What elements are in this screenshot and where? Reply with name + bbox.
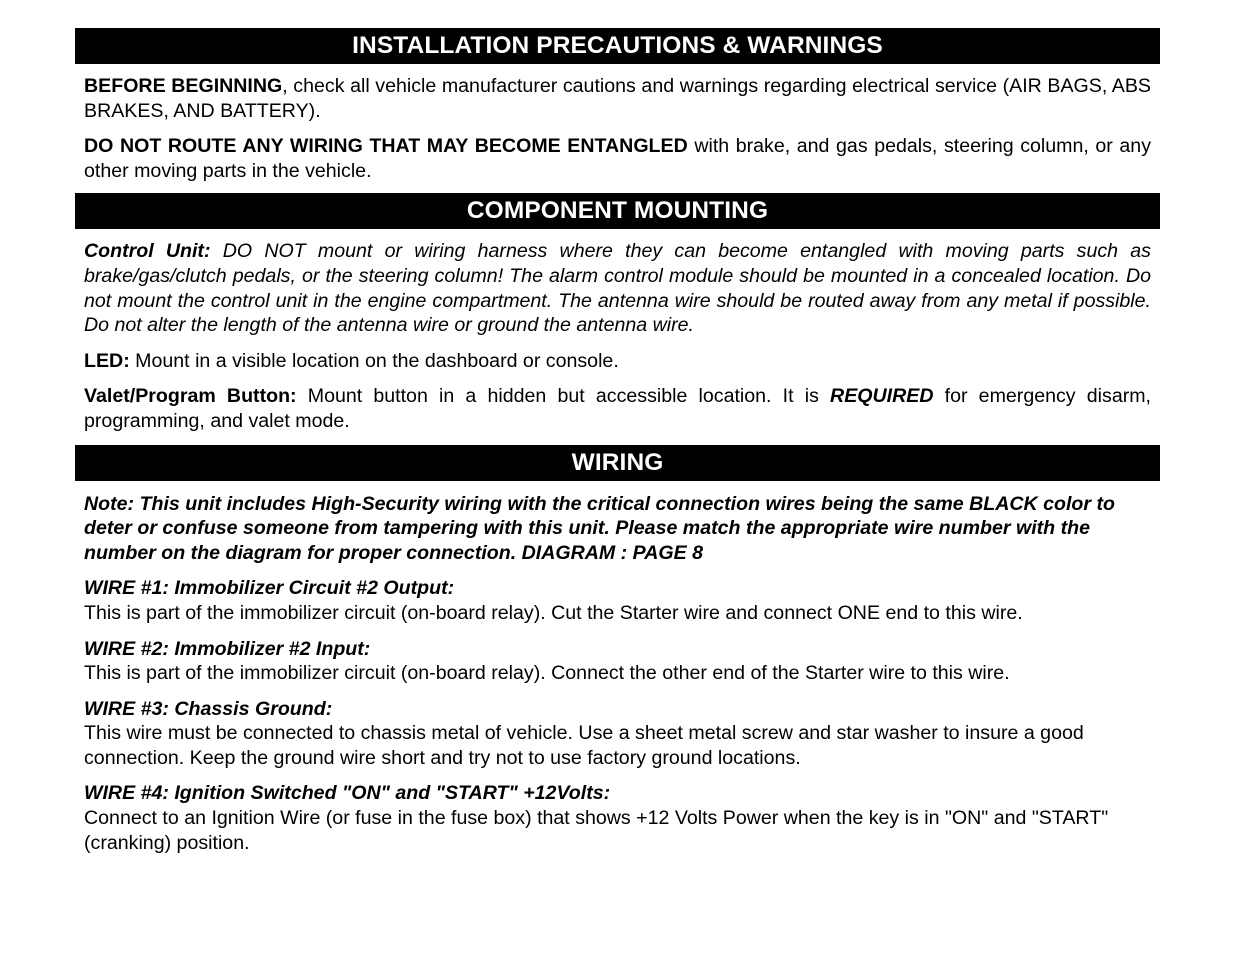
led-paragraph [84,349,1151,374]
valet-required-emphasis: REQUIRED [830,385,934,408]
wire-2-heading: WIRE #2: Immobilizer #2 Input: [84,637,371,660]
wiring-note: Note: This unit includes High-Security wiring with the critical connection wires being the same BLACK color to deter or confuse someone from tampering with this unit. Please match the appropriate wire number with the number on the diagram for proper connection. DIAGRAM : PAGE 8 [84,492,1115,564]
wire-4-heading: WIRE #4: Ignition Switched "ON" and "START" +12Volts: [84,782,611,805]
wire-1-heading: WIRE #1: Immobilizer Circuit #2 Output: [84,577,455,600]
control-unit-label: Control Unit: [84,240,211,263]
routing-warning-paragraph [84,134,1151,183]
before-beginning-paragraph [84,74,1151,123]
valet-button-label: Valet/Program Button: [84,385,297,408]
wire-4-description: Connect to an Ignition Wire (or fuse in the fuse box) that shows +12 Volts Power when the key is in "ON" and "START" (cranking) position. [84,807,1109,854]
wire-1-description: This is part of the immobilizer circuit (on-board relay). Cut the Starter wire and connect ONE end to this wire. [84,601,1023,624]
mounting-heading: COMPONENT MOUNTING [75,193,1160,229]
led-text: Mount in a visible location on the dashboard or console. [129,349,619,372]
installation-section [75,64,1160,183]
wire-1-block [84,576,1151,625]
installation-heading: INSTALLATION PRECAUTIONS & WARNINGS [75,28,1160,64]
valet-button-paragraph [84,384,1151,433]
wire-3-heading: WIRE #3: Chassis Ground: [84,697,333,720]
before-beginning-text: , check all vehicle manufacturer cautions and warnings regarding electrical service (AIR BAGS, ABS BRAKES, AND BATTERY). [84,75,1151,122]
before-beginning-label: BEFORE BEGINNING [84,75,283,97]
wire-3-description: This wire must be connected to chassis metal of vehicle. Use a sheet metal screw and star washer to insure a good connection. Keep the ground wire short and try not to use factory ground locations. [84,722,1084,769]
routing-warning-text: with brake, and gas pedals, steering column, or any other moving parts in the vehicle. [84,135,1151,182]
wiring-heading: WIRING [75,445,1160,481]
valet-button-text-2: for emergency disarm, programming, and valet mode. [84,385,1152,432]
wire-2-block [84,637,1151,686]
mounting-section [75,229,1160,433]
control-unit-text: DO NOT mount or wiring harness where they can become entangled with moving parts such as brake/gas/clutch pedals, or the steering column! The alarm control module should be mounted in a concealed location. Do not mount the control unit in the engine compartment. The antenna wire should be routed away from any metal if possible. Do not alter the length of the antenna wire or ground the antenna wire. [84,240,1151,337]
document-page [75,28,1160,855]
wire-2-description: This is part of the immobilizer circuit (on-board relay). Connect the other end of the Starter wire to this wire. [84,662,1010,685]
wire-3-block [84,697,1151,771]
control-unit-paragraph [84,239,1151,337]
wiring-section [75,481,1160,856]
led-label: LED: [84,349,130,372]
wire-4-block [84,781,1151,855]
valet-button-text-1: Mount button in a hidden but accessible location. It is [296,385,831,408]
routing-warning-label: DO NOT ROUTE ANY WIRING THAT MAY BECOME ENTANGLED [84,135,688,158]
